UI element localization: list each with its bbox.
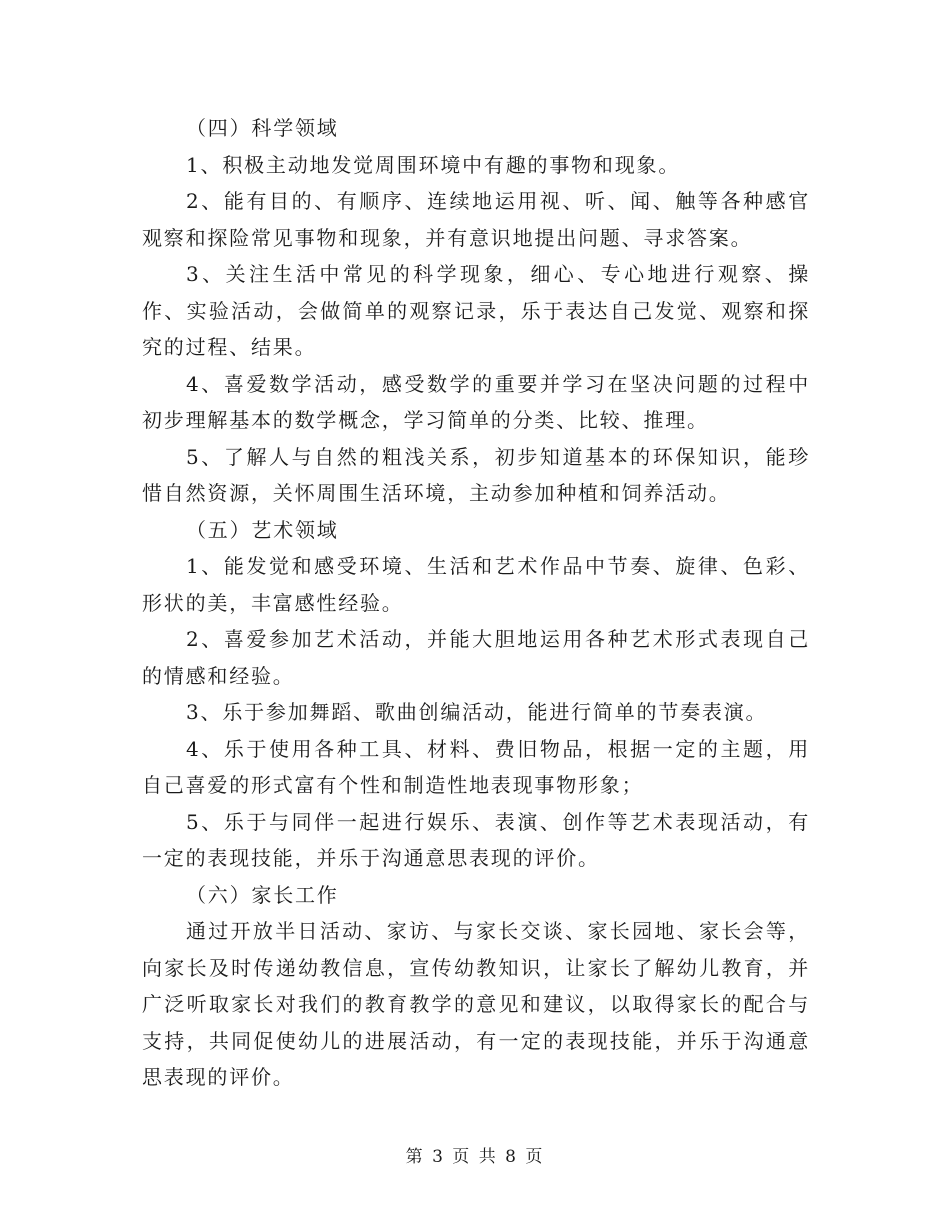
section-heading-science: （四）科学领域 [186, 116, 339, 140]
paragraph: 4、乐于使用各种工具、材料、费旧物品，根据一定的主题，用自己喜爱的形式富有个性和制造性地表现事物形象； [142, 736, 810, 797]
paragraph: 3、乐于参加舞蹈、歌曲创编活动，能进行简单的节奏表演。 [186, 700, 768, 724]
document-body [142, 110, 810, 1096]
paragraph: 3、关注生活中常见的科学现象，细心、专心地进行观察、操作、实验活动，会做简单的观察记录，乐于表达自己发觉、观察和探究的过程、结果。 [142, 262, 810, 359]
paragraph: 1、能发觉和感受环境、生活和艺术作品中节奏、旋律、色彩、形状的美，丰富感性经验。 [142, 554, 810, 615]
paragraph: 4、喜爱数学活动，感受数学的重要并学习在坚决问题的过程中初步理解基本的数学概念，学习简单的分类、比较、推理。 [142, 371, 810, 432]
paragraph: 2、喜爱参加艺术活动，并能大胆地运用各种艺术形式表现自己的情感和经验。 [142, 627, 810, 688]
section-heading-art: （五）艺术领域 [186, 517, 339, 542]
paragraph: 5、了解人与自然的粗浅关系，初步知道基本的环保知识，能珍惜自然资源，关怀周围生活环境，主动参加种植和饲养活动。 [142, 444, 810, 505]
section-heading-parents: （六）家长工作 [186, 882, 339, 907]
paragraph: 5、乐于与同伴一起进行娱乐、表演、创作等艺术表现活动，有一定的表现技能，并乐于沟通意思表现的评价。 [142, 809, 810, 870]
page-number-footer: 第 3 页 共 8 页 [405, 1147, 545, 1167]
paragraph: 2、能有目的、有顺序、连续地运用视、听、闻、触等各种感官观察和探险常见事物和现象，并有意识地提出问题、寻求答案。 [142, 189, 810, 250]
paragraph: 通过开放半日活动、家访、与家长交谈、家长园地、家长会等，向家长及时传递幼教信息，宣传幼教知识，让家长了解幼儿教育，并广泛听取家长对我们的教育教学的意见和建议，以取得家长的配合与支持，共同促使幼儿的进展活动，有一定的表现技能，并乐于沟通意思表现的评价。 [142, 919, 810, 1089]
paragraph: 1、积极主动地发觉周围环境中有趣的事物和现象。 [186, 152, 681, 177]
